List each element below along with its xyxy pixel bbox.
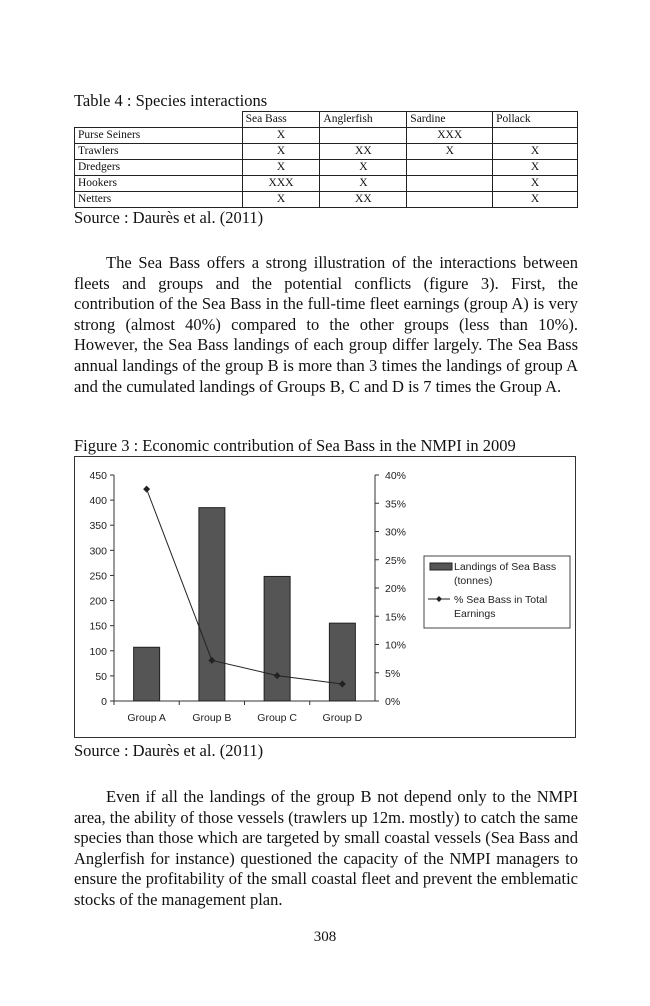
table-corner [75,112,243,128]
legend-label: (tonnes) [454,575,493,587]
row-label: Dredgers [75,160,243,176]
left-tick-label: 400 [89,495,107,508]
table-cell: X [242,128,320,144]
right-tick-label: 15% [385,611,407,624]
table-row [75,160,578,176]
body-paragraph-1: The Sea Bass offers a strong illustration of the interactions between fleets and groups and the potential conflicts (figure 3). First, the contribution of the Sea Bass in the full-time fleet earnings (group A) is very strong (almost 40%) compared to the other groups (less than 10%). However, the Sea Bass landings of each group differ largely. The Sea Bass annual landings of the group B is more than 3 times the landings of group A and the cumulated landings of Groups B, C and D is 7 times the Group A. [74,253,578,396]
table-cell: X [493,144,578,160]
table-row [75,176,578,192]
table-cell: XXX [407,128,493,144]
column-header: Sardine [407,112,493,128]
table-cell: X [242,144,320,160]
right-tick-label: 5% [385,667,401,680]
left-tick-label: 250 [89,570,107,583]
table-source: Source : Daurès et al. (2011) [74,208,264,227]
right-tick-label: 20% [385,583,407,595]
x-tick-label: Group C [257,712,297,724]
x-tick-label: Group A [127,712,166,724]
legend-label: Landings of Sea Bass [454,561,557,573]
table-header-row [75,112,578,128]
table-row [75,144,578,160]
left-tick-label: 150 [89,620,107,633]
table-cell [493,128,578,144]
left-tick-label: 450 [89,470,107,482]
bar-landings [134,647,160,701]
table-cell: X [242,192,320,208]
table-cell: X [493,192,578,208]
legend-label: Earnings [454,608,496,620]
page-number: 308 [313,929,337,945]
table-cell: X [320,160,407,176]
chart-frame [74,456,576,738]
table-row [75,128,578,144]
left-tick-label: 50 [95,670,107,683]
right-tick-label: 0% [385,696,401,708]
right-tick-label: 25% [385,554,407,567]
left-tick-label: 300 [89,545,107,558]
right-tick-label: 40% [385,470,407,482]
table-title: Table 4 : Species interactions [74,91,268,110]
figure-title: Figure 3 : Economic contribution of Sea Bass in the NMPI in 2009 [74,436,516,455]
table-cell: X [493,176,578,192]
right-tick-label: 30% [385,526,407,539]
left-tick-label: 350 [89,520,107,533]
table-cell: X [242,160,320,176]
legend-swatch-bar [430,563,452,570]
column-header: Pollack [493,112,578,128]
row-label: Trawlers [75,144,243,160]
table-cell: XX [320,144,407,160]
table-row [75,192,578,208]
body-paragraph-2: Even if all the landings of the group B not depend only to the NMPI area, the ability of those vessels (trawlers up 12m. mostly) to catch the same species than those which are targeted by small coastal vessels (Sea Bass and Anglerfish for instance) questioned the capacity of the NMPI managers to ensure the profitability of the small coastal fleet and prevent the emblematic stocks of the management plan. [74,787,578,909]
column-header: Sea Bass [242,112,320,128]
left-tick-label: 0 [101,696,107,708]
bar-landings [329,623,355,701]
table-cell [407,160,493,176]
right-tick-label: 35% [385,498,407,511]
table-cell: X [407,144,493,160]
table-cell: X [320,176,407,192]
line-point-marker [143,486,150,493]
table-cell [407,192,493,208]
bar-landings [264,576,290,701]
column-header: Anglerfish [320,112,407,128]
left-tick-label: 100 [89,645,107,658]
legend-swatch-marker [436,596,442,602]
table-cell: X [493,160,578,176]
table-cell: XXX [242,176,320,192]
legend-label: % Sea Bass in Total [454,594,548,606]
species-interactions-table [74,111,578,208]
figure-source: Source : Daurès et al. (2011) [74,741,264,760]
row-label: Hookers [75,176,243,192]
sea-bass-chart [75,457,575,737]
x-tick-label: Group D [322,712,363,724]
row-label: Netters [75,192,243,208]
table-body [75,128,578,208]
left-tick-label: 200 [89,595,107,608]
x-tick-label: Group B [192,712,232,724]
bar-landings [199,508,225,701]
table-cell [320,128,407,144]
table-cell [407,176,493,192]
table-cell: XX [320,192,407,208]
line-percent-earnings [147,489,343,684]
row-label: Purse Seiners [75,128,243,144]
right-tick-label: 10% [385,639,407,652]
